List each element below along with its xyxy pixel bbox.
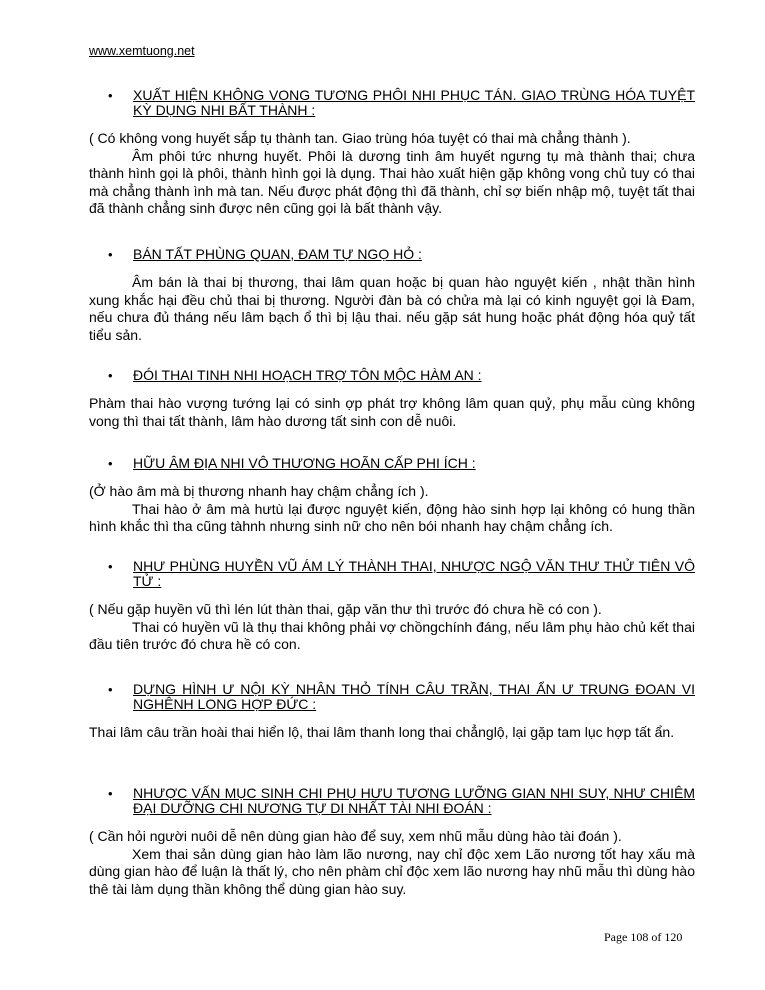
bullet-icon: •: [108, 559, 113, 574]
section-1: [89, 88, 695, 218]
heading-text: BÁN TẤT PHÙNG QUAN, ĐAM TỰ NGỌ HỎ :: [133, 246, 422, 262]
heading-text: NHƯỢC VẤN MỤC SINH CHI PHỤ HƯU TƯƠNG LƯỠNG GIAN NHI SUY, NHƯ CHIÊM ĐẠI DƯỠNG CHI NƯƠNG TỰ DI NHẤT TÀI NHI ĐOÁN :: [133, 785, 695, 816]
bullet-icon: •: [108, 456, 113, 471]
section-2: [89, 247, 695, 344]
section-note: ( Có không vong huyết sắp tụ thành tan. Giao trùng hóa tuyệt có thai mà chẳng thành ).: [89, 130, 631, 146]
section-heading: [89, 682, 695, 712]
section-body: Thai có huyền vũ là thụ thai không phải vợ chồngchính đáng, nếu lâm phụ hào chủ kết thai đầu tiên trước đó chưa hề có con.: [89, 618, 695, 652]
section-note: (Ở hào âm mà bị thương nhanh hay chậm chẳng ích ).: [89, 483, 429, 499]
site-url[interactable]: www.xemtuong.net: [89, 44, 195, 58]
section-3: [89, 368, 695, 430]
section-body: Thai hào ở âm mà hưtù lại được nguyệt kiến, động hào sinh hợp lại không có hung thần hình khắc thì tha cũng tàhnh nhưng sinh nữ cho nên bói nhanh hay chậm chẳng ích.: [89, 500, 695, 534]
heading-text: ĐÓI THAI TINH NHI HOẠCH TRỢ TÔN MỘC HÀM AN :: [133, 367, 482, 383]
section-heading: [89, 88, 695, 118]
heading-text: NHƯ PHÙNG HUYỀN VŨ ÁM LÝ THÀNH THAI, NHƯỢC NGỘ VĂN THƯ THỬ TIÊN VÔ TỬ :: [133, 558, 695, 589]
section-4: [89, 456, 695, 536]
section-heading: [89, 786, 695, 816]
section-note: ( Cần hỏi người nuôi dễ nên dùng gian hào để suy, xem nhũ mẫu dùng hào tài đoán ).: [89, 828, 622, 844]
bullet-icon: •: [108, 247, 113, 262]
section-body: Xem thai sản dùng gian hào làm lão nương, nay chỉ độc xem Lão nương tốt hay xấu mà dùng gian hào để luận là thất lý, cho nên phàm chỉ độc xem lão nương hay nhũ mẫu thì dùng hào thê tài làm dụng thần không thể dùng gian hào suy.: [89, 845, 695, 897]
section-body: Âm phôi tức nhưng huyết. Phôi là dương tinh âm huyết ngưng tụ mà thành thai; chưa thành hình gọi là phôi, thành hình gọi là dụng. Thai hào xuất hiện gặp không vong chủ tuy có thai mà chẳng thành ình mà tan. Nếu được phát động thì đã thành, chỉ sợ biến nhập mộ, tuyệt tất thai đã thành chẳng sinh được nên cũng gọi là bất thành vậy.: [89, 147, 695, 216]
section-5: [89, 559, 695, 654]
heading-text: DỰNG HÌNH Ư NỘI KỲ NHÂN THỎ TÍNH CÂU TRẦN, THAI ẨN Ư TRUNG ĐOAN VI NGHÊNH LONG HỢP ĐỨC :: [133, 681, 695, 712]
section-body: Phàm thai hào vượng tướng lại có sinh ợp phát trợ không lâm quan quỷ, phụ mẫu cùng không vong thì thai tất thành, lâm hào dương tất sinh con dễ nuôi.: [89, 395, 695, 429]
bullet-icon: •: [108, 786, 113, 801]
heading-text: HỮU ÂM ĐỊA NHI VÔ THƯƠNG HOÃN CẤP PHI ÍCH :: [133, 455, 476, 471]
page-number: Page 108 of 120: [604, 930, 683, 944]
heading-text: XUẤT HIỆN KHÔNG VONG TƯƠNG PHÔI NHI PHỤC TÁN. GIAO TRÙNG HÓA TUYỆT KỲ DỤNG NHI BẤT THÀNH :: [133, 87, 695, 118]
section-heading: [89, 456, 695, 471]
section-6: [89, 682, 695, 742]
bullet-icon: •: [108, 368, 113, 383]
section-heading: [89, 368, 695, 383]
section-7: [89, 786, 695, 898]
section-note: ( Nếu gặp huyền vũ thì lén lút thàn thai, gặp văn thư thì trước đó chưa hề có con ).: [89, 601, 602, 617]
bullet-icon: •: [108, 88, 113, 103]
section-body: Thai lâm câu trần hoài thai hiển lộ, thai lâm thanh long thai chẳnglộ, lại gặp tam lục hợp tất ẩn.: [89, 724, 675, 740]
section-heading: [89, 559, 695, 589]
section-heading: [89, 247, 695, 262]
bullet-icon: •: [108, 682, 113, 697]
section-body: Âm bán là thai bị thương, thai lâm quan hoặc bị quan hào nguyệt kiến , nhật thần hình xung khắc hại đều chủ thai bị thương. Người đàn bà có chửa mà lại có kinh nguyệt gọi là Đam, nếu chưa đủ tháng nếu lâm bạch ổ thì bị lậu thai. nếu gặp sát hung hoặc phát động hóa quỷ tất tiểu sản.: [89, 274, 695, 343]
